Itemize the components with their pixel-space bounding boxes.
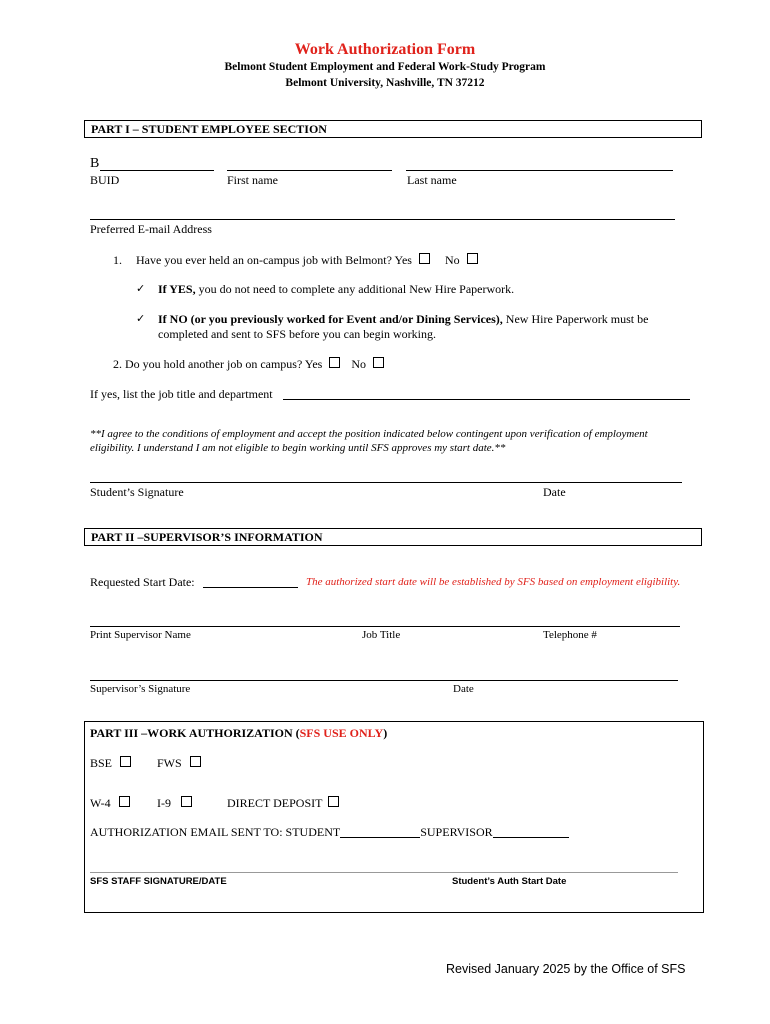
sfs-signature-label: SFS STAFF SIGNATURE/DATE xyxy=(90,876,227,887)
q2-question xyxy=(113,357,384,372)
q2-text: 2. Do you hold another job on campus? Yes xyxy=(113,357,323,371)
supervisor-email-field[interactable] xyxy=(493,825,569,838)
w4-item xyxy=(90,796,130,811)
job-list-label: If yes, list the job title and department xyxy=(90,387,273,401)
fws-checkbox[interactable] xyxy=(190,756,201,767)
print-supervisor-label: Print Supervisor Name xyxy=(90,629,191,641)
last-name-label: Last name xyxy=(407,173,457,187)
w4-checkbox[interactable] xyxy=(119,796,130,807)
sfs-signature-field[interactable] xyxy=(90,872,678,873)
telephone-label: Telephone # xyxy=(543,629,597,641)
part1-heading: PART I – STUDENT EMPLOYEE SECTION xyxy=(84,120,702,138)
buid-field[interactable] xyxy=(100,170,214,171)
start-date-field[interactable] xyxy=(203,587,298,588)
bullet-yes-text: you do not need to complete any additional New Hire Paperwork. xyxy=(195,282,515,296)
part3-heading-prefix: PART III –WORK AUTHORIZATION ( xyxy=(90,726,300,740)
auth-email-label: AUTHORIZATION EMAIL SENT TO: STUDENT xyxy=(90,825,341,839)
q1-text: Have you ever held an on-campus job with Belmont? Yes xyxy=(136,253,412,267)
student-signature-label: Student’s Signature xyxy=(90,485,184,499)
bse-label: BSE xyxy=(90,756,113,770)
bullet-no xyxy=(158,312,648,327)
supervisor-info-field[interactable] xyxy=(90,626,680,627)
part2-heading: PART II –SUPERVISOR’S INFORMATION xyxy=(84,528,702,546)
q2-no-checkbox[interactable] xyxy=(373,357,384,368)
q1-yes-checkbox[interactable] xyxy=(419,253,430,264)
i9-checkbox[interactable] xyxy=(181,796,192,807)
w4-label: W-4 xyxy=(90,796,111,810)
bullet-yes-bold: If YES, xyxy=(158,282,196,296)
revised-note: Revised January 2025 by the Office of SFS xyxy=(446,962,686,976)
auth-email-row xyxy=(90,825,569,840)
q1-no-label: No xyxy=(444,253,460,267)
start-date-label: Requested Start Date: xyxy=(90,575,195,589)
direct-deposit-label: DIRECT DEPOSIT xyxy=(227,796,323,810)
bullet-no-text: New Hire Paperwork must be xyxy=(502,312,649,326)
bse-checkbox[interactable] xyxy=(120,756,131,767)
checkmark-icon: ✓ xyxy=(136,282,146,295)
buid-label: BUID xyxy=(90,173,120,187)
i9-item xyxy=(157,796,192,811)
buid-prefix: B xyxy=(90,156,100,171)
student-signature-field[interactable] xyxy=(90,482,682,483)
program-subtitle: Belmont Student Employment and Federal Work-Study Program xyxy=(224,61,546,73)
bullet-no-bold: If NO (or you previously worked for Event and/or Dining Services), xyxy=(158,312,503,326)
direct-deposit-checkbox[interactable] xyxy=(328,796,339,807)
q1-number: 1. xyxy=(113,253,122,267)
supervisor-signature-field[interactable] xyxy=(90,680,678,681)
bullet-yes xyxy=(158,282,514,297)
part3-heading-suffix: ) xyxy=(383,726,388,740)
fws-label: FWS xyxy=(157,756,182,770)
last-name-field[interactable] xyxy=(406,170,673,171)
checkmark-icon: ✓ xyxy=(136,312,146,325)
bullet-no-line2: completed and sent to SFS before you can begin working. xyxy=(158,327,436,341)
q1-no-checkbox[interactable] xyxy=(467,253,478,264)
auth-start-date-label: Student’s Auth Start Date xyxy=(452,876,567,887)
student-date-label: Date xyxy=(543,485,566,499)
bse-item xyxy=(90,756,131,771)
i9-label: I-9 xyxy=(157,796,171,810)
first-name-field[interactable] xyxy=(227,170,392,171)
supervisor-email-label: SUPERVISOR xyxy=(420,825,493,839)
job-title-label: Job Title xyxy=(362,629,401,641)
university-address: Belmont University, Nashville, TN 37212 xyxy=(285,77,485,89)
q1-question xyxy=(136,253,478,268)
email-field[interactable] xyxy=(90,219,675,220)
sfs-use-only-label: SFS USE ONLY xyxy=(299,726,384,740)
q2-yes-checkbox[interactable] xyxy=(329,357,340,368)
start-date-note: The authorized start date will be established by SFS based on employment eligibility. xyxy=(306,576,681,588)
part3-heading xyxy=(90,726,387,741)
agreement-line2: eligibility. I understand I am not eligible to begin working until SFS approves my start date.** xyxy=(90,442,506,454)
agreement-line1: **I agree to the conditions of employment and accept the position indicated below contingent upon verification of employment xyxy=(90,428,648,440)
supervisor-date-label: Date xyxy=(453,683,474,695)
fws-item xyxy=(157,756,201,771)
supervisor-signature-label: Supervisor’s Signature xyxy=(90,683,191,695)
first-name-label: First name xyxy=(227,173,278,187)
direct-deposit-item xyxy=(227,796,339,811)
q2-no-label: No xyxy=(351,357,366,371)
job-list-field[interactable] xyxy=(283,399,690,400)
email-label: Preferred E-mail Address xyxy=(90,222,212,236)
student-email-field[interactable] xyxy=(340,825,420,838)
form-title: Work Authorization Form xyxy=(294,41,476,58)
